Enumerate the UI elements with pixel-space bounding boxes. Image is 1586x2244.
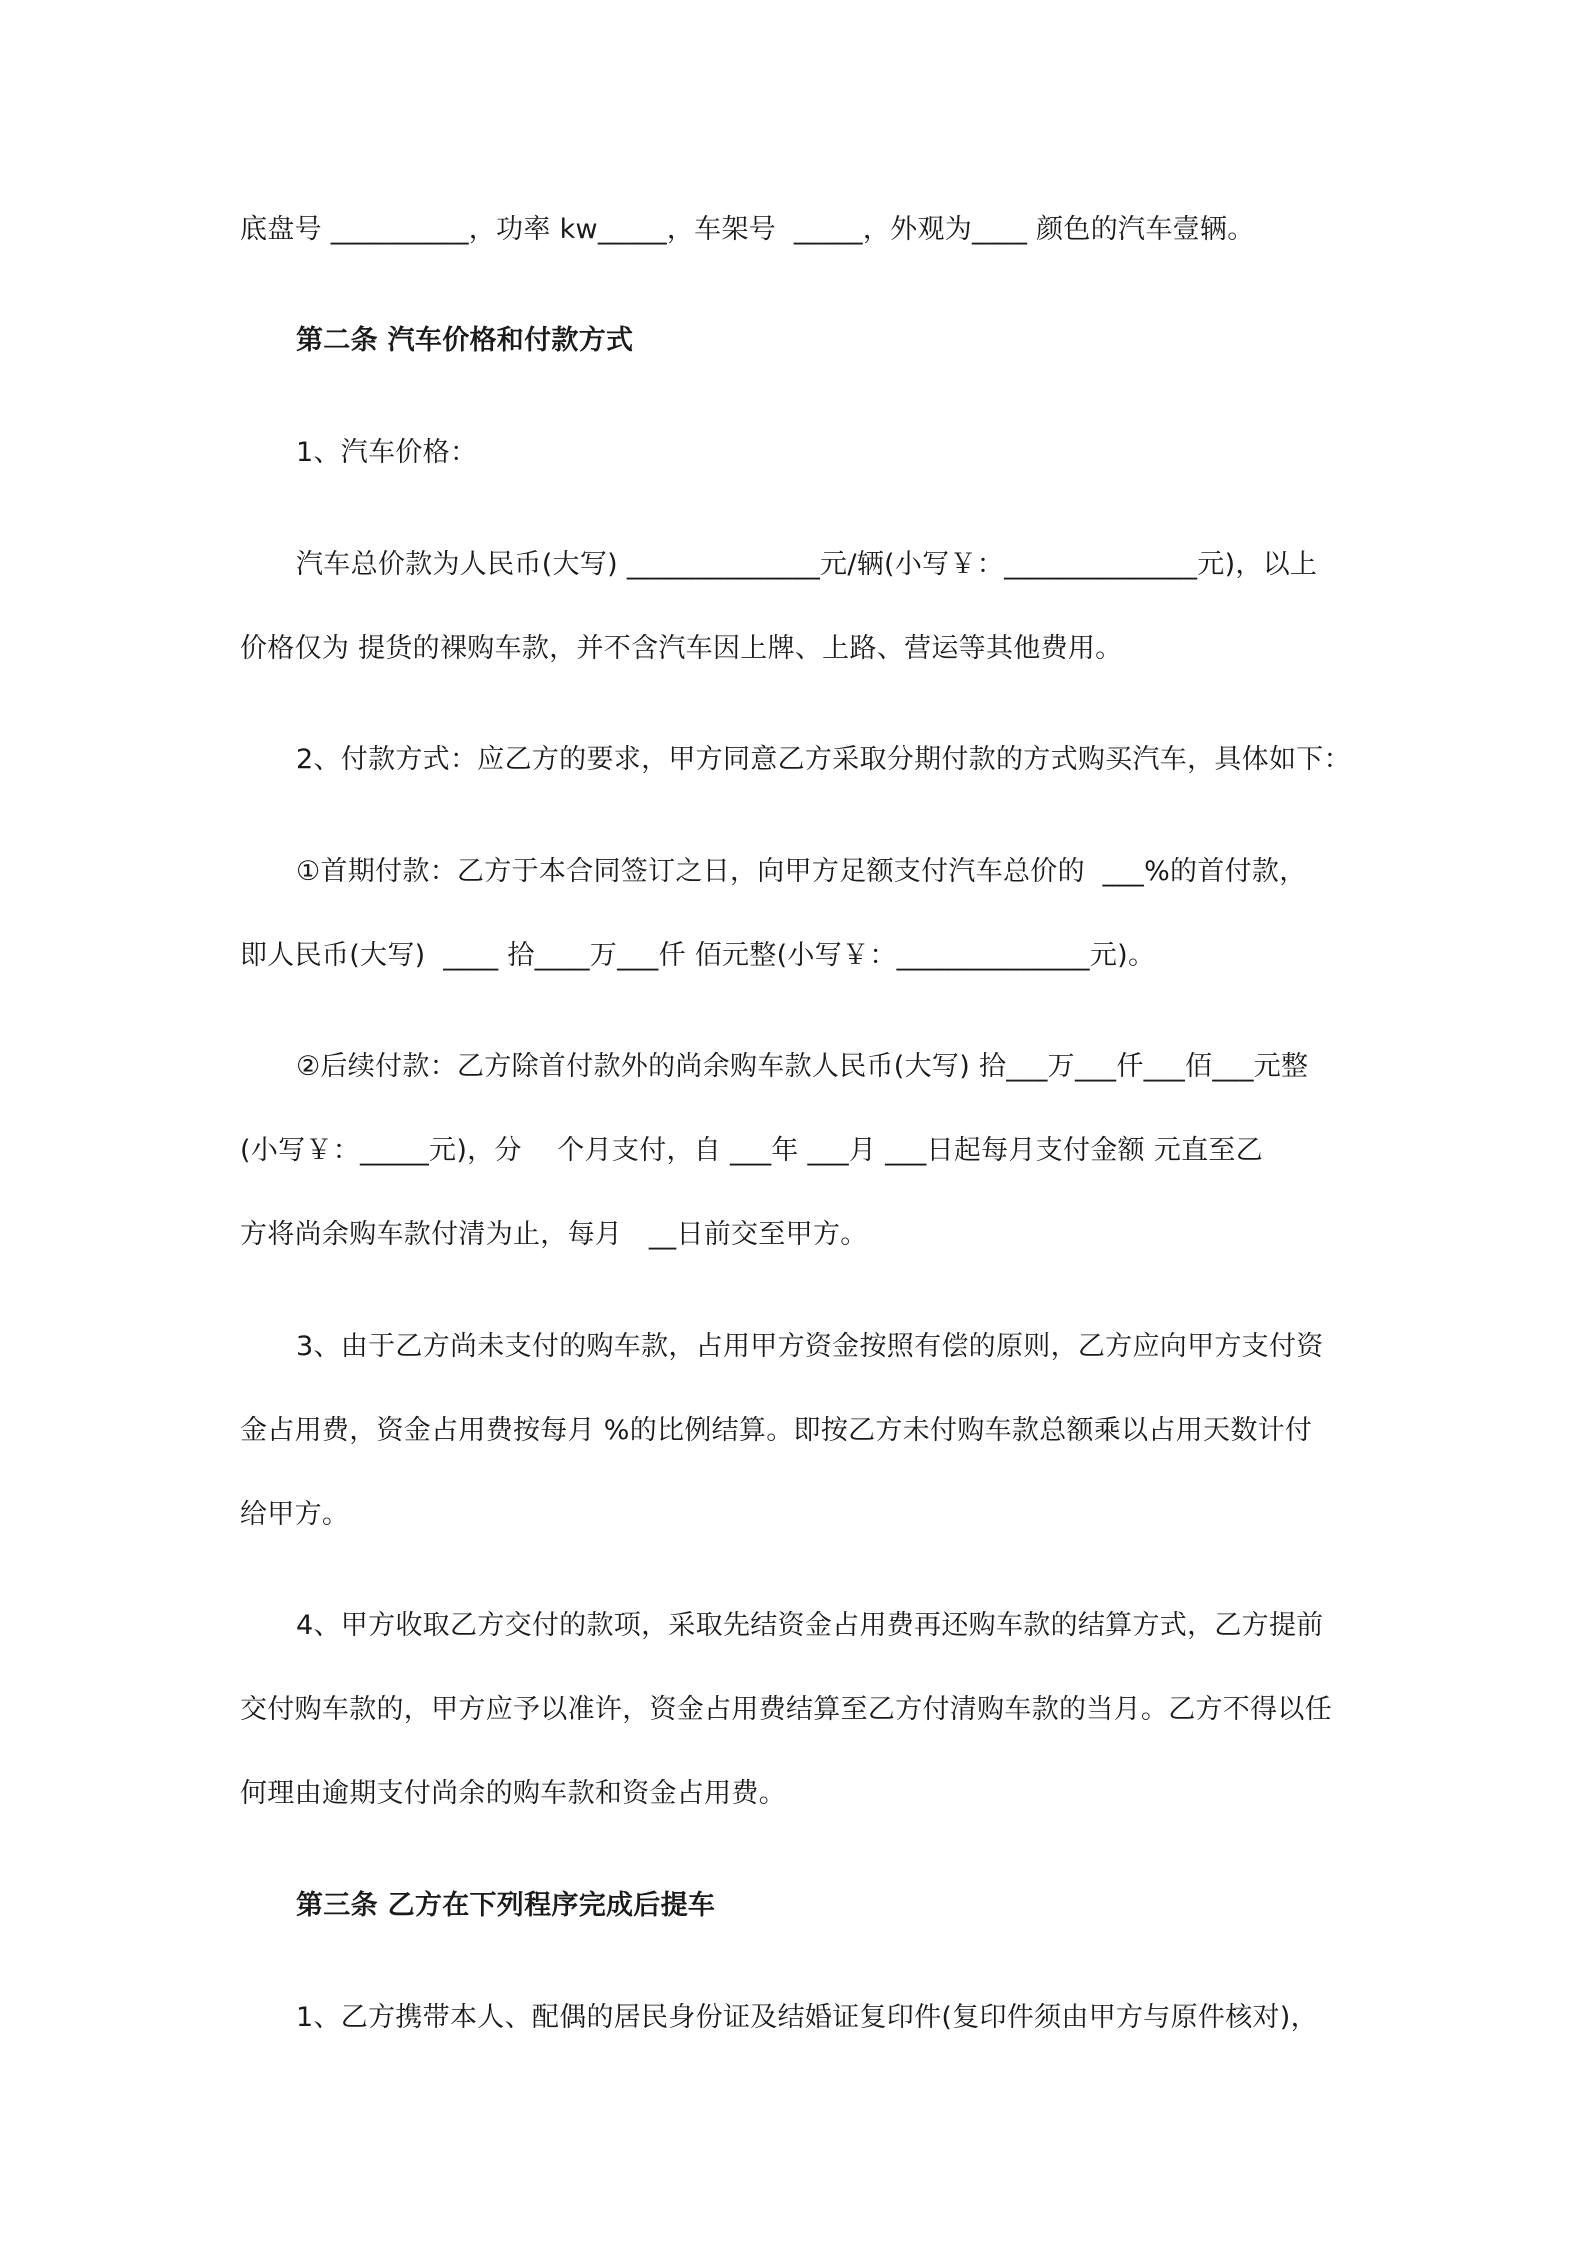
heading-article-3: 第三条 乙方在下列程序完成后提车 bbox=[296, 1890, 716, 1921]
text-line-installments: (小写￥：_____元)，分 个月支付，自 ___年 ___月 ___日起每月支付金额 元直至乙 bbox=[240, 1135, 1264, 1166]
text-line-settlement-2: 交付购车款的，甲方应予以准许，资金占用费结算至乙方付清购车款的当月。乙方不得以任 bbox=[240, 1694, 1332, 1725]
text-line-price-title: 1、汽车价格： bbox=[296, 437, 478, 468]
text-line-price-note: 价格仅为 提货的裸购车款，并不含汽车因上牌、上路、营运等其他费用。 bbox=[240, 633, 1123, 664]
text-line-monthly-due: 方将尚余购车款付清为止，每月 __日前交至甲方。 bbox=[240, 1219, 868, 1250]
text-line-down-payment: ①首期付款：乙方于本合同签订之日，向甲方足额支付汽车总价的 ___%的首付款， bbox=[296, 856, 1307, 887]
text-line-payment-method: 2、付款方式：应乙方的要求，甲方同意乙方采取分期付款的方式购买汽车，具体如下： bbox=[296, 744, 1351, 775]
text-line-settlement-1: 4、甲方收取乙方交付的款项，采取先结资金占用费再还购车款的结算方式，乙方提前 bbox=[296, 1610, 1324, 1641]
text-line-settlement-3: 何理由逾期支付尚余的购车款和资金占用费。 bbox=[240, 1778, 786, 1809]
text-line-fund-fee-3: 给甲方。 bbox=[240, 1499, 350, 1530]
text-line-subsequent-payment: ②后续付款：乙方除首付款外的尚余购车款人民币(大写) 拾___万___仟___佰___元整 bbox=[296, 1051, 1309, 1082]
text-line-down-payment-amount: 即人民币(大写) ____ 拾____万___仟 佰元整(小写￥：______________元)。 bbox=[240, 940, 1156, 971]
text-line-total-price: 汽车总价款为人民币(大写) ______________元/辆(小写￥：______________元)，以上 bbox=[296, 549, 1318, 580]
heading-article-2: 第二条 汽车价格和付款方式 bbox=[296, 325, 634, 356]
text-line-pickup-1: 1、乙方携带本人、配偶的居民身份证及结婚证复印件(复印件须由甲方与原件核对)， bbox=[296, 2002, 1318, 2033]
text-line-chassis: 底盘号 __________，功率 kw_____，车架号 _____，外观为____ 颜色的汽车壹辆。 bbox=[240, 214, 1255, 245]
text-line-fund-fee-1: 3、由于乙方尚未支付的购车款，占用甲方资金按照有偿的原则，乙方应向甲方支付资 bbox=[296, 1331, 1324, 1362]
text-line-fund-fee-2: 金占用费，资金占用费按每月 %的比例结算。即按乙方未付购车款总额乘以占用天数计付 bbox=[240, 1415, 1313, 1446]
